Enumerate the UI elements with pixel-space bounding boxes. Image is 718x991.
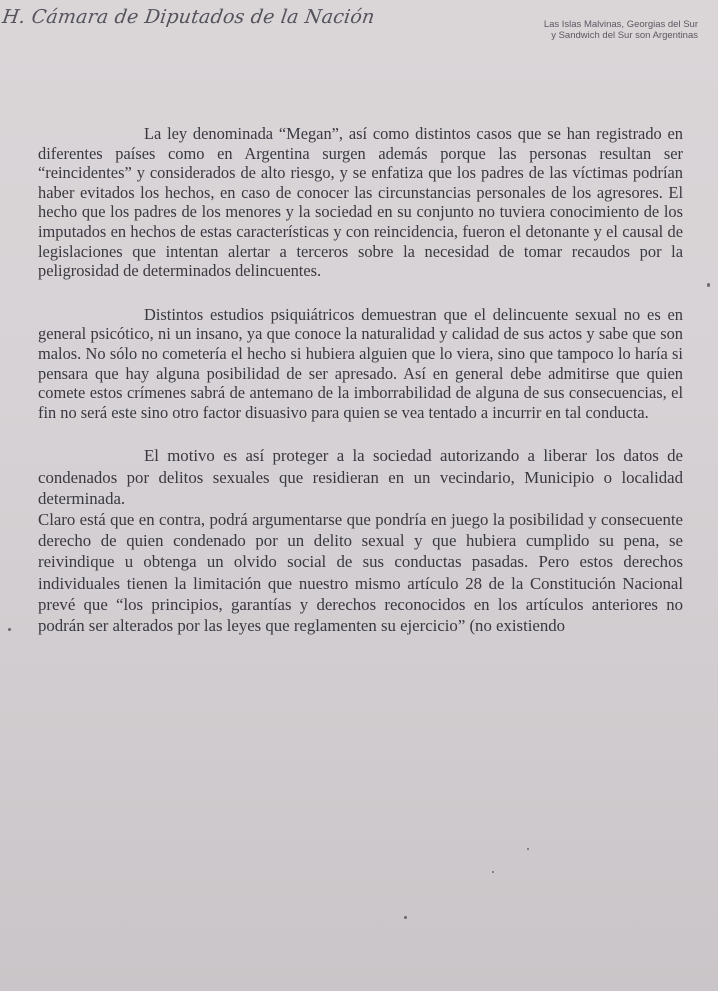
paragraph-2: Distintos estudios psiquiátricos demuestran que el delincuente sexual no es en general psicótico, ni un insano, ya que conoce la naturalidad y calidad de sus actos y sabe que son malos. No sólo no cometería el hecho si hubiera alguien que lo viera, sino que tampoco lo haría si pensara que hay alguna posibilidad de ser apresado. Así en general debe admitirse que quien comete estos crímenes sabrá de antemano de la imborrabilidad de alguna de sus consecuencias, el fin no será este sino otro factor disuasivo para quien se vea tentado a incurrir en tal conducta. <box>38 304 683 422</box>
paragraph-1: La ley denominada “Megan”, así como distintos casos que se han registrado en diferentes países como en Argentina surgen además porque las personas resultan ser “reincidentes” y considerados de alto riesgo, y se enfatiza que los padres de las víctimas podrían haber evitados los hechos, en caso de conocer las circunstancias personales de los agresores. El hecho que los padres de los menores y la sociedad en su conjunto no tuviera conocimiento de los imputados en hechos de estas características y con reincidencia, fueron el detonante y el causal de legislaciones que intentan alertar a terceros sobre la necesidad de tomar recaudos por la peligrosidad de determinados delincuentes. <box>38 124 683 281</box>
letterhead-note-line-2: y Sandwich del Sur son Argentinas <box>551 30 698 41</box>
letterhead-note-line-1: Las Islas Malvinas, Georgias del Sur <box>543 19 698 30</box>
paragraph-3: El motivo es así proteger a la sociedad autorizando a liberar los datos de condenados por delitos sexuales que residieran en un vecindario, Municipio o localidad determinada. <box>38 446 683 508</box>
paper-speck <box>527 848 529 850</box>
letterhead-note <box>544 19 698 41</box>
document-body <box>38 124 683 636</box>
paper-speck <box>492 871 494 873</box>
paper-speck <box>707 283 710 287</box>
paper-speck <box>404 916 407 919</box>
margin-mark <box>8 628 11 631</box>
paragraph-4: Claro está que en contra, podrá argumentarse que pondría en juego la posibilidad y consecuente derecho de quien condenado por un delito sexual y que hubiera cumplido su pena, se reivindique u obtenga un olvido social de sus conductas pasadas. Pero estos derechos individuales tienen la limitación que nuestro mismo artículo 28 de la Constitución Nacional prevé que “los principios, garantías y derechos reconocidos en los artículos anteriores no podrán ser alterados por las leyes que reglamenten su ejercicio” (no existiendo <box>38 509 683 635</box>
letterhead-title: H. Cámara de Diputados de la Nación <box>0 6 377 28</box>
